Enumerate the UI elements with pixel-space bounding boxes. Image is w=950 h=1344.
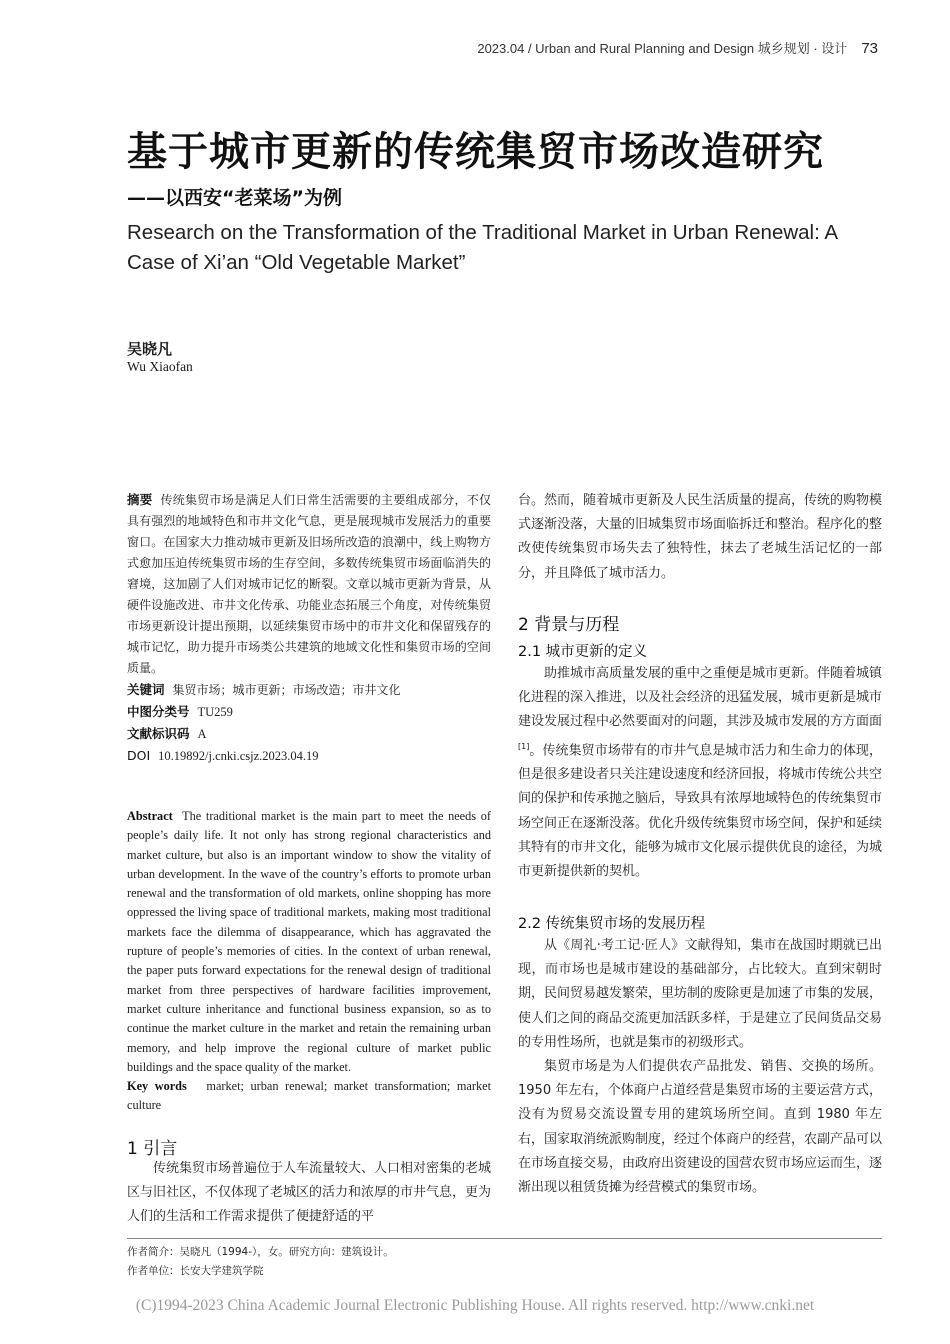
abstract-en-text: The traditional market is the main part to meet the needs of people’s daily life. It not only has strong regional characteristics and market culture, but also is an important window to show the vitality of urban development. In the wave of the country’s efforts to promote urban renewal and the transformation of old markets, online shopping has more oppressed the living space of traditional markets, making most traditional markets face the dilemma of disappearance, which has aggravated the rupture of people’s memories of cities. In the context of urban renewal, the paper puts forward expectations for the renewal design of traditional market from three perspectives of hardware facilities improvement, market culture inheritance and functional business expansion, so as to continue the market culture in the market and retain the remaining urban memory, and help improve the regional culture of market public buildings and the space quality of the market. [127,809,491,1074]
abstract-en [127,807,491,1077]
keywords-en-value: market; urban renewal; market transformation; market culture [127,1079,491,1113]
section-1-body [127,1157,491,1230]
subsection-2-1-body [518,662,882,884]
author-bio-footnote: 作者简介：吴晓凡（1994-），女。研究方向：建筑设计。 [127,1246,394,1258]
copyright-notice: (C)1994-2023 China Academic Journal Electronic Publishing House. All rights reserved. http://www.cnki.net [135,1297,815,1314]
keywords-line [127,679,491,701]
subsection-2-1-paragraph [518,662,882,884]
citation-ref: [1] [518,741,530,751]
author-name-en: Wu Xiaofan [127,359,193,374]
keywords-en-label: Key words [127,1079,187,1094]
doi-line [127,745,491,767]
section-1-heading: 1 引言 [127,1139,178,1159]
subsection-2-1-text-a: 助推城市高质量发展的重中之重便是城市更新。伴随着城镇化进程的深入推进，以及社会经济的迅猛发展，城市更新是城市建设发展过程中必然要面对的问题，其涉及城市发展的方方面面 [518,666,883,730]
author-affiliation-footnote: 作者单位：长安大学建筑学院 [127,1265,264,1277]
keywords-en [127,1077,491,1116]
doi-value: 10.19892/j.cnki.csjz.2023.04.19 [158,749,319,763]
paper-title-en: Research on the Transformation of the Traditional Market in Urban Renewal: A Case of Xi’an “Old Vegetable Market” [127,221,837,274]
subsection-2-2-heading: 2.2 传统集贸市场的发展历程 [518,916,706,932]
doc-code-label: 文献标识码 [127,726,190,741]
abstract-en-label: Abstract [127,809,173,823]
section-1-continued [518,489,882,586]
section-2-heading: 2 背景与历程 [518,615,620,635]
abstract-cn-label: 摘要 [127,492,153,507]
subsection-2-1-text-b: 。传统集贸市场带有的市井气息是城市活力和生命力的体现，但是很多建设者只关注建设速度和经济回报，将城市传统公共空间的保护和传承抛之脑后，导致具有浓厚地域特色的传统集贸市场空间正在逐渐没落。优化升级传统集贸市场空间，保护和延续其特有的市井文化，能够为城市文化展示提供优良的途径，为城市更新提供新的契机。 [518,742,883,879]
section-1-paragraph-continued: 台。然而，随着城市更新及人民生活质量的提高，传统的购物模式逐渐没落，大量的旧城集贸市场面临拆迁和整治。程序化的整改使传统集贸市场失去了独特性，抹去了老城生活记忆的一部分，并且降低了城市活力。 [518,493,883,581]
section-1-paragraph: 传统集贸市场普遍位于人车流量较大、人口相对密集的老城区与旧社区，不仅体现了老城区的活力和浓厚的市井气息，更为人们的生活和工作需求提供了便捷舒适的平 [127,1161,492,1225]
abstract-en-block [127,807,491,1116]
abstract-cn-block [127,489,491,767]
paper-title-cn: 基于城市更新的传统集贸市场改造研究 [127,129,824,175]
doi-label: DOI [127,748,151,763]
subsection-2-1-heading: 2.1 城市更新的定义 [518,644,648,660]
abstract-cn-text: 传统集贸市场是满足人们日常生活需要的主要组成部分，不仅具有强烈的地域特色和市井文化气息，更是展现城市发展活力的重要窗口。在国家大力推动城市更新及旧场所改造的浪潮中，线上购物方式愈加压迫传统集贸市场的生存空间，多数传统集贸市场面临消失的窘境，这加剧了人们对城市记忆的断裂。文章以城市更新为背景，从硬件设施改进、市井文化传承、功能业态拓展三个角度，对传统集贸市场更新设计提出预期，以延续集贸市场中的市井文化和保留残存的城市记忆，助力提升市场类公共建筑的地域文化性和集贸市场的空间质量。 [127,493,491,675]
clc-label: 中图分类号 [127,704,190,719]
subsection-2-2-paragraph-2: 集贸市场是为人们提供农产品批发、销售、交换的场所。1950 年左右，个体商户占道经营是集贸市场的主要运营方式，没有为贸易交流设置专用的建筑场所空间。直到 1980 年左右，国家取消统派购制度，经过个体商户的经营，农副产品可以在市场直接交易，由政府出资建设的国营农贸市场应运而生，逐渐出现以租赁货摊为经营模式的集贸市场。 [518,1059,883,1196]
running-header [477,38,878,57]
subsection-2-2-body [518,934,882,1200]
clc-line [127,701,491,723]
author-name-cn: 吴晓凡 [127,340,173,358]
paper-subtitle-cn: ——以西安“老菜场”为例 [127,187,342,209]
keywords-value: 集贸市场；城市更新；市场改造；市井文化 [172,683,401,697]
footnote-divider [127,1238,882,1239]
clc-value: TU259 [197,705,233,719]
abstract-cn [127,489,491,679]
doc-code-value: A [197,727,207,741]
running-title: 2023.04 / Urban and Rural Planning and Design 城乡规划 · 设计 [477,41,848,56]
keywords-label: 关键词 [127,682,165,697]
subsection-2-2-paragraph-1: 从《周礼·考工记·匠人》文献得知，集市在战国时期就已出现，而市场也是城市建设的基础部分，占比较大。直到宋朝时期，民间贸易越发繁荣，里坊制的废除更是加速了市集的发展，使人们之间的商品交流更加活跃多样，于是建立了民间货品交易的专用性场所，也就是集市的初级形式。 [518,938,883,1050]
doc-code-line [127,723,491,745]
page-number: 73 [861,40,878,57]
